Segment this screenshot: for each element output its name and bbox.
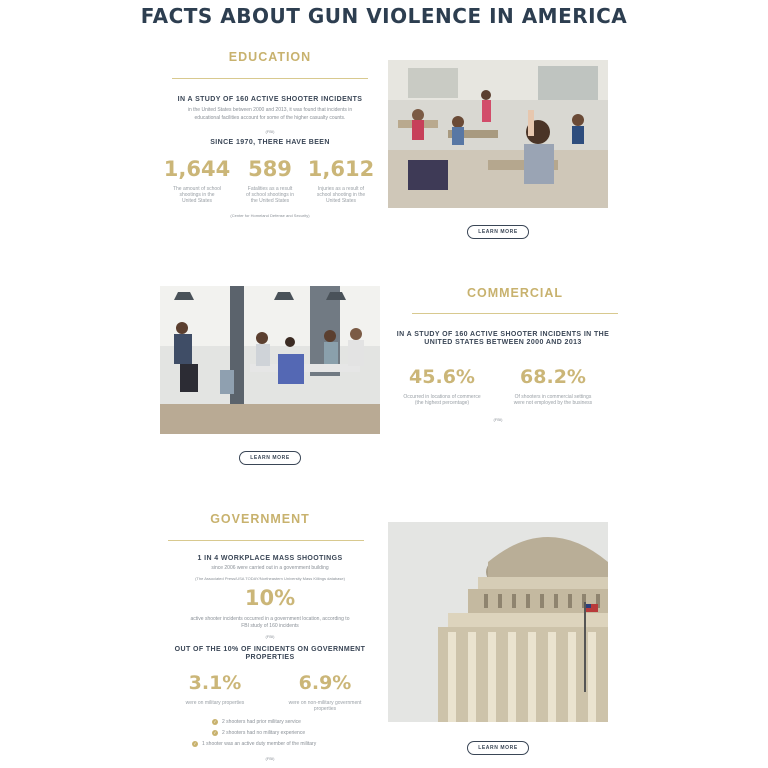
check-icon: ✓ <box>213 719 217 724</box>
commercial-title: COMMERCIAL <box>466 286 564 300</box>
classroom-photo <box>388 60 608 208</box>
commercial-learn-more-button[interactable]: LEARN MORE <box>239 451 301 465</box>
government-stat-value: 3.1% <box>188 672 242 694</box>
check-icon: ✓ <box>213 730 217 735</box>
government-subheading-line1: OUT OF THE 10% OF INCIDENTS ON GOVERNMENT <box>174 646 366 653</box>
office-photo <box>160 286 380 434</box>
education-subheading: SINCE 1970, THERE HAVE BEEN <box>210 139 330 146</box>
education-stat-label: The amount of school shootings in the United States <box>172 186 222 204</box>
government-big-label-line2: FBI study of 160 incidents <box>241 623 299 629</box>
commercial-stat-value: 45.6% <box>409 366 475 388</box>
page-title: FACTS ABOUT GUN VIOLENCE IN AMERICA <box>140 4 628 28</box>
checklist-item: ✓ 2 shooters had prior military service <box>213 719 301 725</box>
education-source-fbi: (FBI) <box>265 129 275 134</box>
government-stat-label: were on military properties <box>185 700 245 706</box>
check-icon: ✓ <box>193 741 197 746</box>
commercial-heading-line1: IN A STUDY OF 160 ACTIVE SHOOTER INCIDENTS IN THE <box>396 331 610 338</box>
government-title: GOVERNMENT <box>210 512 310 526</box>
government-heading-sub: since 2006 were carried out in a government building <box>211 565 329 571</box>
commercial-source-fbi: (FBI) <box>493 417 503 422</box>
education-stat-label: Fatalities as a result of school shootings in the United States <box>245 186 295 204</box>
education-title: EDUCATION <box>228 50 312 64</box>
education-stat-value: 589 <box>248 157 292 181</box>
government-divider <box>168 540 364 541</box>
government-big-label-line1: active shooter incidents occurred in a government location, according to <box>190 616 350 622</box>
education-learn-more-button[interactable]: LEARN MORE <box>467 225 529 239</box>
education-stat-label: Injuries as a result of school shooting in the United States <box>316 186 366 204</box>
commercial-stat-value: 68.2% <box>520 366 586 388</box>
education-source-chds: (Center for Homeland Defense and Security) <box>230 213 310 218</box>
education-stat-value: 1,644 <box>163 157 231 181</box>
commercial-stat-label: Occurred in locations of commerce (the highest percentage) <box>403 394 481 406</box>
government-source-ap: (The Associated Press/USA TODAY/Northeastern University Mass Killings database) <box>195 576 345 581</box>
education-body-line2: educational facilities account for some of the higher casualty counts. <box>194 115 346 121</box>
government-stat-label: were on non-military government properties <box>288 700 362 712</box>
government-source-fbi: (FBI) <box>265 634 275 639</box>
education-stat-value: 1,612 <box>307 157 375 181</box>
government-source-fbi-2: (FBI) <box>265 756 275 761</box>
checklist-item: ✓ 2 shooters had no military experience <box>213 730 306 736</box>
commercial-stat-label: Of shooters in commercial settings were not employed by the business <box>513 394 593 406</box>
capitol-photo <box>388 522 608 722</box>
government-subheading-line2: PROPERTIES <box>245 654 295 661</box>
checklist-item: ✓ 1 shooter was an active duty member of the military <box>193 741 317 747</box>
government-learn-more-button[interactable]: LEARN MORE <box>467 741 529 755</box>
government-big-stat: 10% <box>244 586 296 610</box>
government-stat-value: 6.9% <box>298 672 352 694</box>
education-divider <box>172 78 368 79</box>
commercial-heading-line2: UNITED STATES BETWEEN 2000 AND 2013 <box>424 339 582 346</box>
education-body-line1: in the United States between 2000 and 2013, it was found that incidents in <box>187 107 353 113</box>
commercial-divider <box>412 313 618 314</box>
education-heading: IN A STUDY OF 160 ACTIVE SHOOTER INCIDENTS <box>177 96 363 103</box>
government-heading: 1 IN 4 WORKPLACE MASS SHOOTINGS <box>197 555 343 562</box>
